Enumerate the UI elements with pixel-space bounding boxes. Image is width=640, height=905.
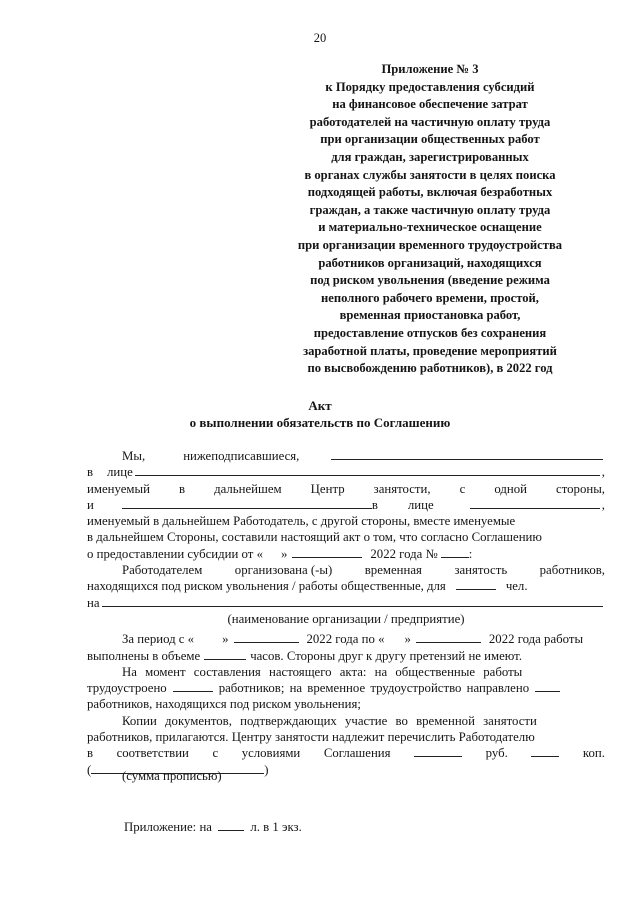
static-text: на bbox=[87, 595, 100, 610]
static-text: коп. bbox=[582, 746, 605, 761]
static-text: находящихся под риском увольнения / работы общественные, для bbox=[87, 579, 446, 594]
text-line: в дальнейшем Стороны, составили настоящий акт о том, что согласно Соглашению bbox=[87, 530, 542, 545]
organization-name-field[interactable] bbox=[102, 595, 603, 607]
temporary-employed-field[interactable] bbox=[535, 680, 560, 692]
static-text: в bbox=[371, 497, 378, 512]
text-line bbox=[87, 595, 605, 611]
static-text: о предоставлении субсидии от « bbox=[87, 546, 263, 561]
text-line bbox=[87, 578, 605, 594]
static-text: лице bbox=[407, 497, 434, 512]
static-text: чел. bbox=[505, 579, 528, 594]
static-text: : bbox=[468, 546, 473, 561]
text-line bbox=[87, 481, 605, 497]
appendix-line: предоставление отпусков без сохранения bbox=[313, 325, 547, 340]
static-text: часов. Стороны друг к другу претензий не имеют. bbox=[250, 648, 523, 663]
static-text: занятость bbox=[454, 563, 508, 578]
static-text: работников, bbox=[539, 563, 605, 578]
rubles-field[interactable] bbox=[414, 745, 462, 757]
act-title: Акт bbox=[308, 398, 332, 413]
text-line bbox=[87, 745, 605, 761]
static-text: , bbox=[601, 497, 605, 512]
text-line: работников, прилагаются. Центру занятости надлежит перечислить Работодателю bbox=[87, 730, 535, 745]
attachment-sheets-field[interactable] bbox=[218, 819, 244, 831]
static-text: ( bbox=[87, 762, 92, 777]
appendix-line: при организации временного трудоустройства bbox=[297, 237, 563, 252]
appendix-line: граждан, а также частичную оплату труда bbox=[309, 202, 551, 217]
appendix-line: Приложение № 3 bbox=[381, 62, 479, 76]
static-text: Копии документов, подтверждающих участие во временной занятости bbox=[122, 713, 537, 728]
static-text: Работодателем bbox=[122, 563, 203, 578]
appendix-line: работников организаций, находящихся bbox=[318, 255, 542, 270]
appendix-line: заработной платы, проведение мероприятий bbox=[303, 343, 557, 358]
text-line bbox=[87, 631, 605, 647]
text-line bbox=[87, 546, 605, 562]
appendix-line: для граждан, зарегистрированных bbox=[331, 149, 529, 164]
static-text: дальнейшем bbox=[214, 481, 282, 496]
text-line bbox=[87, 497, 605, 513]
page-number: 20 bbox=[313, 31, 327, 45]
appendix-line: при организации общественных работ bbox=[320, 132, 540, 147]
act-body bbox=[87, 448, 605, 778]
static-text: 2022 года № bbox=[370, 546, 438, 561]
static-text: ) bbox=[264, 762, 269, 777]
static-text: одной bbox=[494, 481, 527, 496]
hours-field[interactable] bbox=[204, 648, 246, 660]
appendix-line: по высвобождению работников), в 2022 год bbox=[307, 361, 553, 376]
text-line: именуемый в дальнейшем Работодатель, с другой стороны, вместе именуемые bbox=[87, 514, 516, 529]
static-text: За период с « bbox=[122, 632, 195, 647]
static-text: выполнены в объеме bbox=[87, 648, 201, 663]
static-text: занятости, bbox=[373, 481, 431, 496]
workers-count-field[interactable] bbox=[456, 578, 496, 590]
text-line: работников, находящихся под риском увольнения; bbox=[87, 697, 361, 712]
center-representative-field[interactable] bbox=[135, 464, 600, 476]
static-text: нижеподписавшиеся, bbox=[183, 449, 300, 463]
text-line bbox=[87, 448, 605, 464]
sum-in-words-hint: (сумма прописью) bbox=[122, 769, 222, 783]
employer-representative-field[interactable] bbox=[470, 497, 600, 509]
static-text: л. в 1 экз. bbox=[250, 820, 302, 834]
appendix-line: к Порядку предоставления субсидий bbox=[325, 79, 535, 94]
attachment-line bbox=[124, 819, 302, 835]
agreement-month-field[interactable] bbox=[292, 546, 362, 558]
static-text: соответствии bbox=[116, 746, 189, 761]
text-line bbox=[87, 680, 605, 696]
static-text: трудоустроено bbox=[87, 681, 167, 696]
period-end-field[interactable] bbox=[416, 631, 481, 643]
text-line bbox=[87, 562, 605, 578]
static-text: лице bbox=[107, 465, 133, 480]
agreement-number-field[interactable] bbox=[441, 546, 469, 558]
static-text: » bbox=[404, 632, 411, 647]
text-line bbox=[87, 648, 605, 664]
text-line bbox=[87, 611, 605, 627]
static-text: Соглашения bbox=[323, 746, 391, 761]
static-text: , bbox=[601, 465, 605, 480]
field-hint: (наименование организации / предприятие) bbox=[227, 611, 465, 626]
static-text: руб. bbox=[485, 746, 508, 761]
static-text: с bbox=[212, 746, 219, 761]
signatories-field[interactable] bbox=[331, 448, 603, 460]
act-subtitle: о выполнении обязательств по Соглашению bbox=[189, 415, 451, 430]
static-text: работников; на временное трудоустройство направлено bbox=[218, 681, 530, 696]
static-text: » bbox=[280, 546, 288, 561]
appendix-line: в органах службы занятости в целях поиска bbox=[304, 167, 556, 182]
act-title-block bbox=[0, 397, 640, 431]
text-line bbox=[87, 464, 605, 480]
text-line bbox=[87, 664, 605, 680]
static-text: именуемый bbox=[87, 481, 150, 496]
static-text: 2022 года работы bbox=[488, 632, 584, 647]
static-text: стороны, bbox=[556, 481, 605, 496]
employer-name-field[interactable] bbox=[122, 497, 372, 509]
appendix-line: работодателей на частичную оплату труда bbox=[309, 114, 551, 129]
static-text: 2022 года по « bbox=[306, 632, 385, 647]
static-text: в bbox=[178, 481, 186, 496]
public-works-employed-field[interactable] bbox=[173, 680, 213, 692]
appendix-line: неполного рабочего времени, простой, bbox=[321, 290, 539, 305]
static-text: Центр bbox=[310, 481, 345, 496]
appendix-line: подходящей работы, включая безработных bbox=[307, 185, 553, 200]
static-text: организована (-ы) bbox=[234, 563, 333, 578]
static-text: условиями bbox=[241, 746, 301, 761]
kopecks-field[interactable] bbox=[531, 745, 559, 757]
static-text: и bbox=[87, 497, 94, 512]
appendix-line: временная приостановка работ, bbox=[339, 308, 521, 323]
static-text: На момент составления настоящего акта: на общественные работы bbox=[122, 664, 523, 679]
static-text: временная bbox=[364, 563, 422, 578]
period-start-field[interactable] bbox=[234, 631, 299, 643]
static-text: в bbox=[87, 746, 94, 761]
static-text: с bbox=[459, 481, 466, 496]
appendix-line: под риском увольнения (введение режима bbox=[310, 273, 550, 288]
text-line bbox=[87, 713, 605, 729]
static-text: Мы, bbox=[122, 449, 146, 463]
appendix-line: на финансовое обеспечение затрат bbox=[332, 97, 528, 112]
static-text: » bbox=[222, 632, 229, 647]
static-text: в bbox=[87, 465, 94, 480]
static-text: Приложение: на bbox=[124, 820, 212, 834]
appendix-line: и материально-техническое оснащение bbox=[318, 220, 542, 235]
appendix-header bbox=[290, 61, 570, 378]
